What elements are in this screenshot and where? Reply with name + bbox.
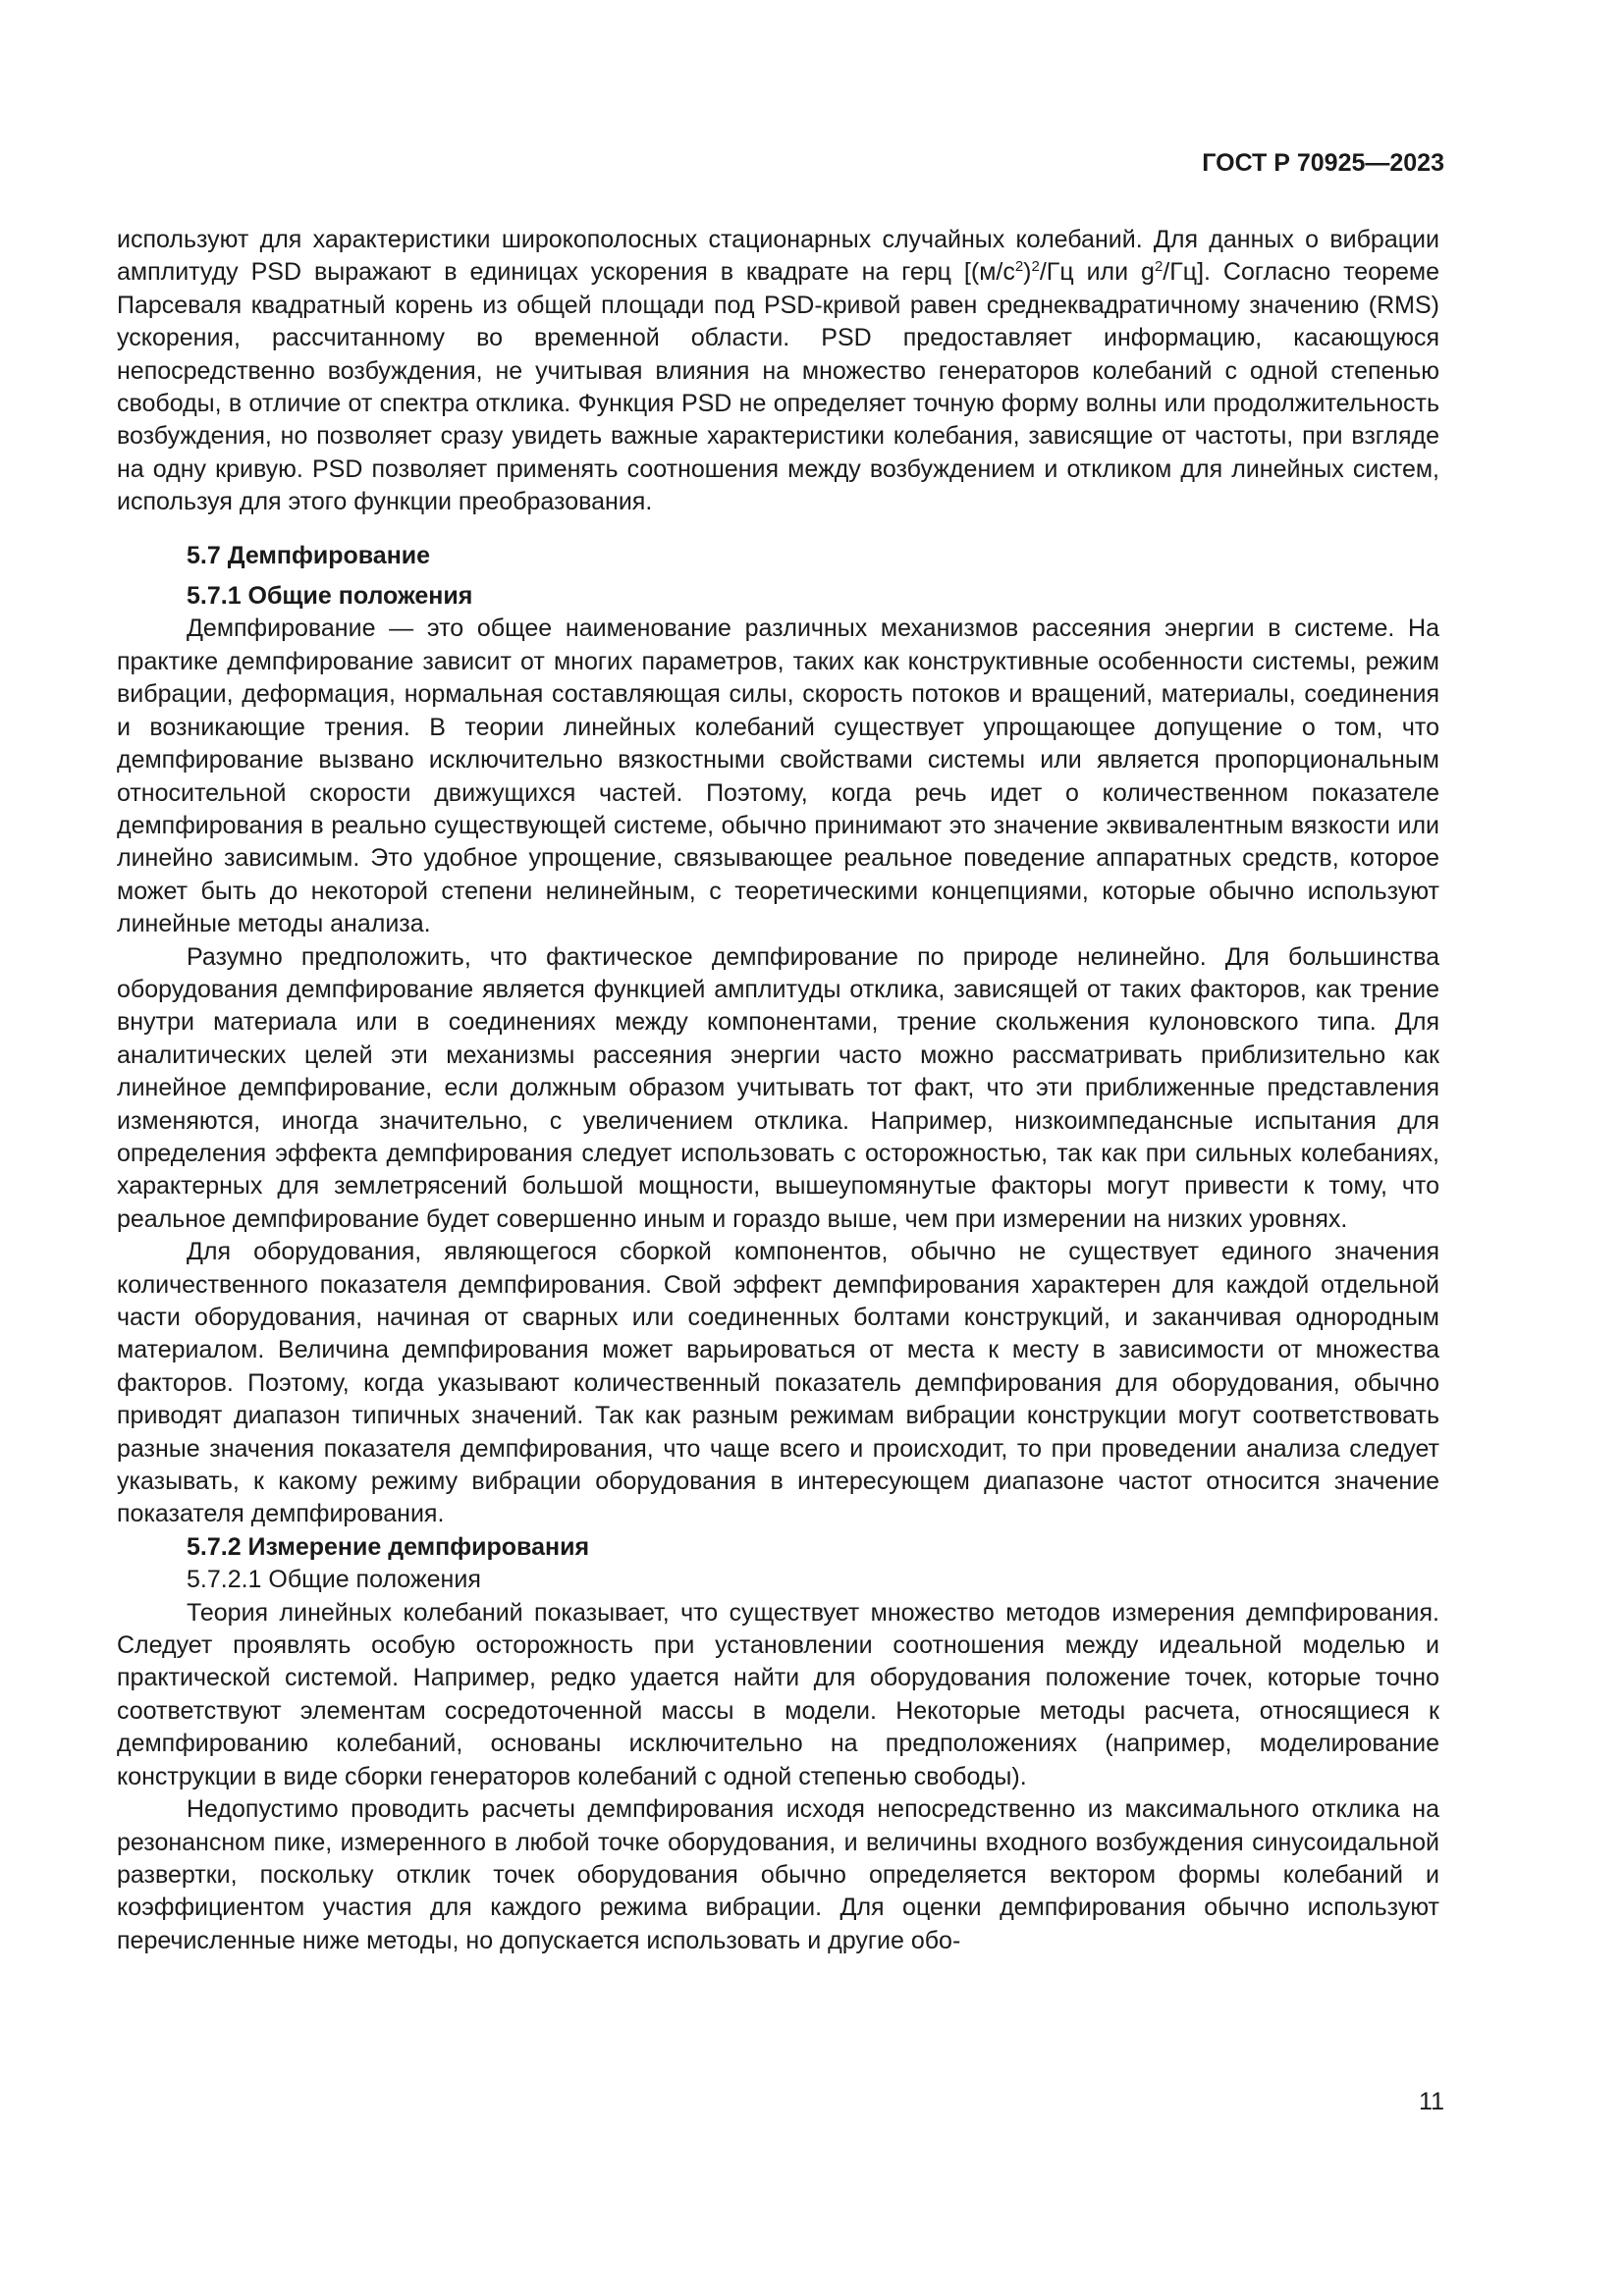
section-5-7-heading: 5.7 Демпфирование bbox=[187, 541, 431, 569]
section-5-7-2-heading: 5.7.2 Измерение демпфирования bbox=[187, 1532, 590, 1561]
paragraph: Разумно предположить, что фактическое демпфирование по природе нелинейно. Для большинства оборудования демпфирование является функцией амплитуды отклика, зависящей от таких факторов, как трение внутри материала или в соединениях между компонентами, трение скольжения кулоновского типа. Для аналитических целей эти механизмы рассеяния энергии часто можно рассматривать приблизительно как линейное демпфирование, если должным образом учитывать тот факт, что эти приближенные представления изменяются, иногда значительно, с увеличением отклика. Например, низкоимпедансные испытания для определения эффекта демпфирования следует использовать с осторожностью, так как при сильных колебаниях, характерных для землетрясений большой мощности, вышеупомянутые факторы могут привести к тому, что реальное демпфирование будет совершенно иным и гораздо выше, чем при измерении на низких уровнях. bbox=[117, 942, 1439, 1233]
paragraph: Теория линейных колебаний показывает, что существует множество методов измерения демпфирования. Следует проявлять особую осторожность при установлении соотношения между идеальной моделью и практической системой. Например, редко удается найти для оборудования положение точек, которые точно соответствуют элементам сосредоточенной массы в модели. Некоторые методы расчета, относящиеся к демпфированию колебаний, основаны исключительно на предположениях (например, моделирование конструкции в виде сборки генераторов колебаний с одной степенью свободы). bbox=[117, 1598, 1439, 1790]
section-5-7-2-1-heading: 5.7.2.1 Общие положения bbox=[187, 1566, 481, 1594]
document-body bbox=[117, 224, 1439, 1957]
section-5-7-1-heading: 5.7.1 Общие положения bbox=[187, 582, 473, 611]
page-number: 11 bbox=[1419, 2088, 1444, 2115]
paragraph: Недопустимо проводить расчеты демпфирования исходя непосредственно из максимального отклика на резонансном пике, измеренного в любой точке оборудования, и величины входного возбуждения синусоидальной развертки, поскольку отклик точек оборудования обычно определяется вектором формы колебаний и коэффициентом участия для каждого режима вибрации. Для оценки демпфирования обычно используют перечисленные ниже методы, но допускается использовать и другие обо- bbox=[117, 1795, 1439, 1954]
paragraph: Демпфирование — это общее наименование различных механизмов рассеяния энергии в системе. На практике демпфирование зависит от многих параметров, таких как конструктивные особенности системы, режим вибрации, деформация, нормальная составляющая силы, скорость потоков и вращений, материалы, соединения и возникающие трения. В теории линейных колебаний существует упрощающее допущение о том, что демпфирование вызвано исключительно вязкостными свойствами системы или является пропорциональным относительной скорости движущихся частей. Поэтому, когда речь идет о количественном показателе демпфирования в реально существующей системе, обычно принимают это значение эквивалентным вязкости или линейно зависимым. Это удобное упрощение, связывающее реальное поведение аппаратных средств, которое может быть до некоторой степени нелинейным, с теоретическими концепциями, которые обычно используют линейные методы анализа. bbox=[117, 614, 1439, 938]
document-header: ГОСТ Р 70925—2023 bbox=[1202, 149, 1444, 177]
intro-paragraph: используют для характеристики широкополосных стационарных случайных колебаний. Для данных о вибрации амплитуду PSD выражают в единицах ускорения в квадрате на герц [$(м/с^2)^2/Гц$ или $g^2/Гц$]. Согласно теореме Парсеваля квадратный корень из общей площади под PSD-кривой равен среднеквадратичному значению (RMS) ускорения, рассчитанному во временной области. PSD предоставляет информацию, касающуюся непосредственно возбуждения, не учитывая влияния на множество генераторов колебаний с одной степенью свободы, в отличие от спектра отклика. Функция PSD не определяет точную форму волны или продолжительность возбуждения, но позволяет сразу увидеть важные характеристики колебания, зависящие от частоты, при взгляде на одну кривую. PSD позволяет применять соотношения между возбуждением и откликом для линейных систем, используя для этого функции преобразования. bbox=[117, 226, 1439, 516]
paragraph: Для оборудования, являющегося сборкой компонентов, обычно не существует единого значения количественного показателя демпфирования. Свой эффект демпфирования характерен для каждой отдельной части оборудования, начиная от сварных или соединенных болтами конструкций, и заканчивая однородным материалом. Величина демпфирования может варьироваться от места к месту в зависимости от множества факторов. Поэтому, когда указывают количественный показатель демпфирования для оборудования, обычно приводят диапазон типичных значений. Так как разным режимам вибрации конструкции могут соответствовать разные значения показателя демпфирования, что чаще всего и происходит, то при проведении анализа следует указывать, к какому режиму вибрации оборудования в интересующем диапазоне частот относится значение показателя демпфирования. bbox=[117, 1238, 1439, 1528]
